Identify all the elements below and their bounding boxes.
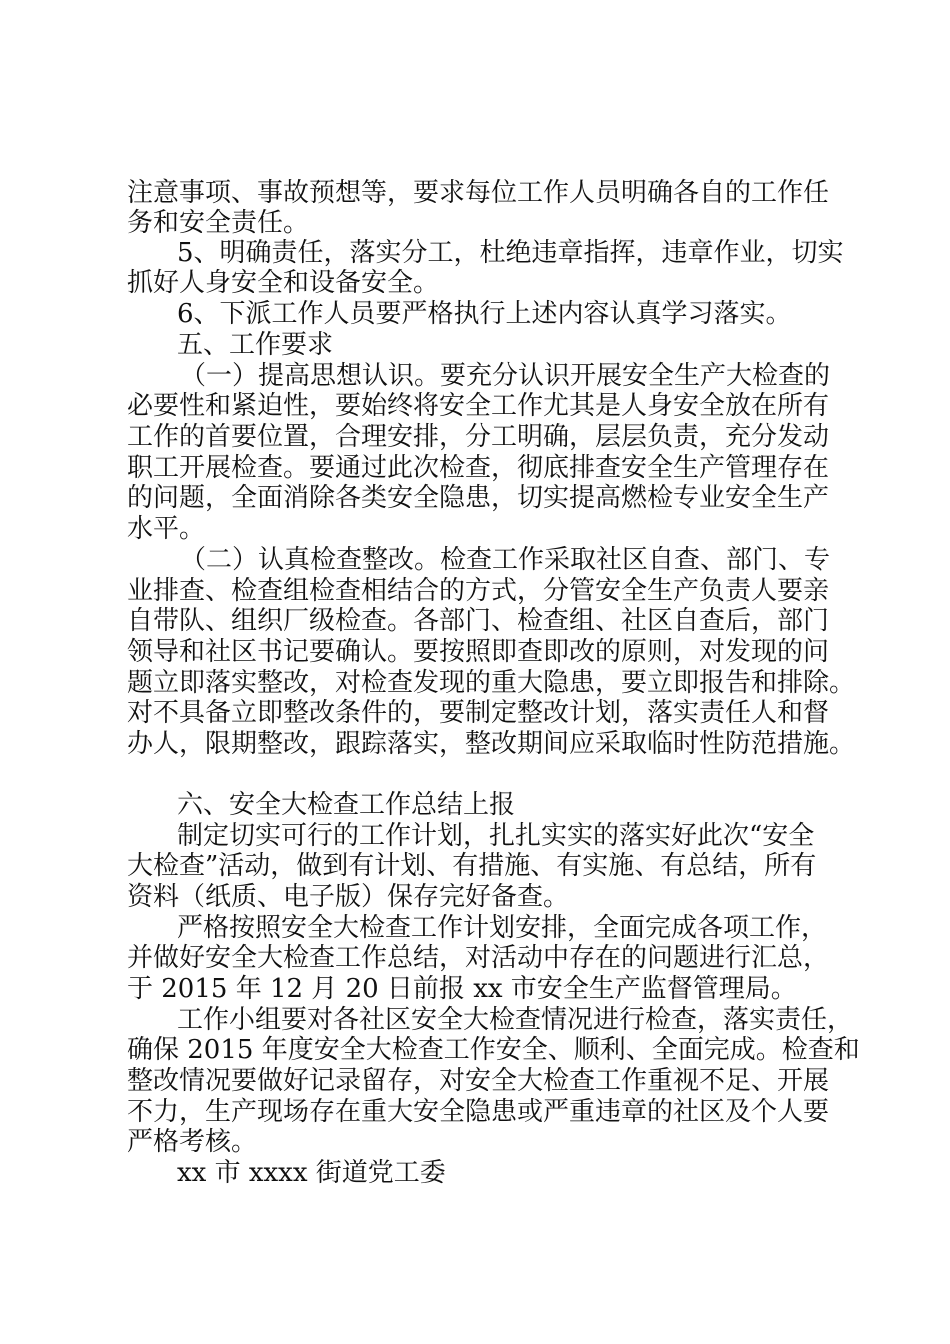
text-line: 并做好安全大检查工作总结，对活动中存在的问题进行汇总， bbox=[127, 943, 830, 973]
text-line: 5、明确责任，落实分工，杜绝违章指挥，违章作业，切实 bbox=[177, 238, 844, 268]
signature-line: xx 市 xxxx 街道党工委 bbox=[177, 1158, 446, 1188]
text-line: 自带队、组织厂级检查。各部门、检查组、社区自查后，部门 bbox=[127, 606, 830, 636]
text-line: （一）提高思想认识。要充分认识开展安全生产大检查的 bbox=[180, 361, 831, 391]
text-line: 工作的首要位置，合理安排，分工明确，层层负责，充分发动 bbox=[127, 422, 830, 452]
text-line: 不力，生产现场存在重大安全隐患或严重违章的社区及个人要 bbox=[127, 1097, 830, 1127]
section-heading: 六、安全大检查工作总结上报 bbox=[177, 790, 516, 820]
text-line: 注意事项、事故预想等，要求每位工作人员明确各自的工作任 bbox=[127, 178, 830, 208]
text-line: 严格考核。 bbox=[127, 1127, 258, 1157]
text-line: 对不具备立即整改条件的，要制定整改计划，落实责任人和督 bbox=[127, 698, 830, 728]
text-line: 必要性和紧迫性，要始终将安全工作尤其是人身安全放在所有 bbox=[127, 391, 830, 421]
section-heading: 五、工作要求 bbox=[177, 330, 334, 360]
text-line: 6、下派工作人员要严格执行上述内容认真学习落实。 bbox=[177, 299, 792, 329]
text-line: 整改情况要做好记录留存，对安全大检查工作重视不足、开展 bbox=[127, 1066, 830, 1096]
text-line: 领导和社区书记要确认。要按照即查即改的原则，对发现的问 bbox=[127, 637, 830, 667]
text-line: 水平。 bbox=[127, 514, 206, 544]
text-line: 于 2015 年 12 月 20 日前报 xx 市安全生产监督管理局。 bbox=[127, 974, 797, 1004]
text-line: （二）认真检查整改。检查工作采取社区自查、部门、专 bbox=[180, 545, 831, 575]
text-line: 大检查”活动，做到有计划、有措施、有实施、有总结，所有 bbox=[127, 851, 817, 881]
text-line: 办人，限期整改，跟踪落实，整改期间应采取临时性防范措施。 bbox=[127, 729, 856, 759]
text-line: 题立即落实整改，对检查发现的重大隐患，要立即报告和排除。 bbox=[127, 668, 856, 698]
text-line: 严格按照安全大检查工作计划安排，全面完成各项工作， bbox=[177, 913, 828, 943]
text-line: 抓好人身安全和设备安全。 bbox=[127, 268, 440, 298]
text-line: 业排查、检查组检查相结合的方式，分管安全生产负责人要亲 bbox=[127, 576, 830, 606]
text-line: 工作小组要对各社区安全大检查情况进行检查，落实责任， bbox=[177, 1005, 854, 1035]
text-line: 职工开展检查。要通过此次检查，彻底排查安全生产管理存在 bbox=[127, 453, 830, 483]
text-line: 确保 2015 年度安全大检查工作安全、顺利、全面完成。检查和 bbox=[127, 1035, 860, 1065]
text-line: 的问题，全面消除各类安全隐患，切实提高燃检专业安全生产 bbox=[127, 483, 830, 513]
text-line: 制定切实可行的工作计划，扎扎实实的落实好此次“安全 bbox=[177, 821, 815, 851]
text-line: 资料（纸质、电子版）保存完好备查。 bbox=[127, 882, 570, 912]
text-line: 务和安全责任。 bbox=[127, 208, 310, 238]
